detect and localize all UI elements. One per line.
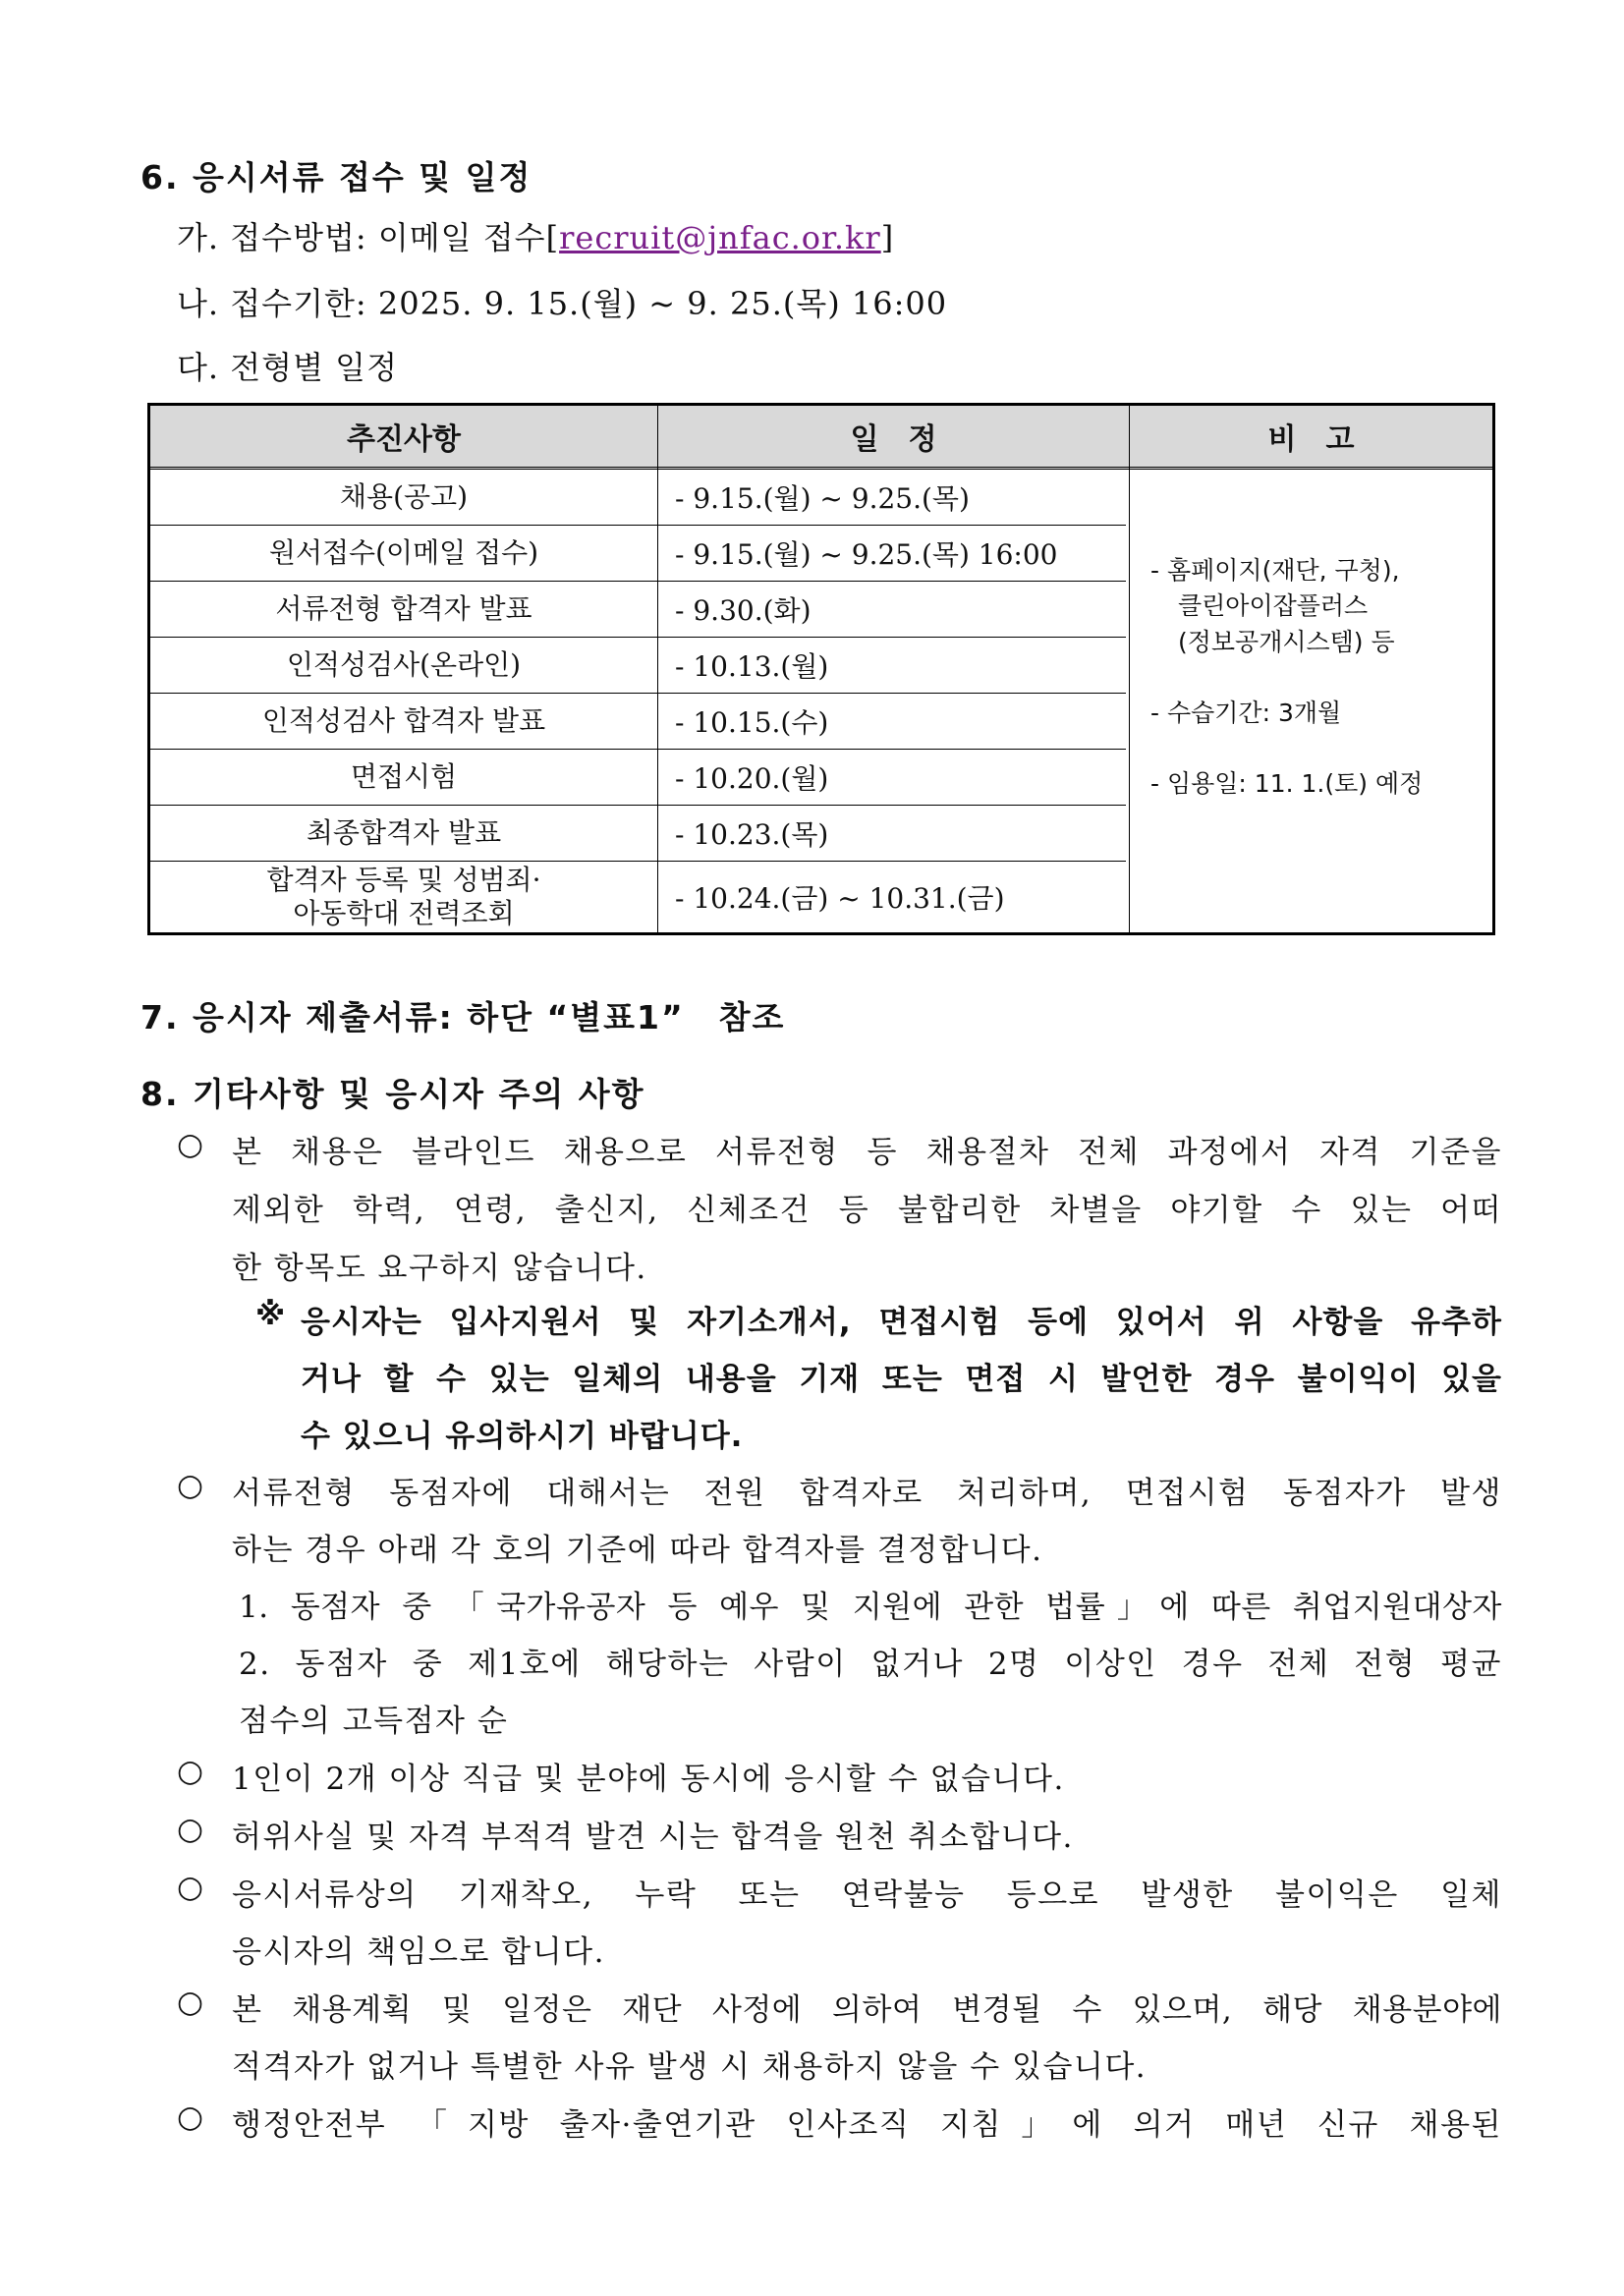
row-date: - 9.15.(월) ~ 9.25.(목) 16:00: [675, 538, 1058, 571]
row-item: 인적성검사(온라인): [286, 648, 522, 682]
row-item-line: 합격자 등록 및 성범죄·: [266, 864, 541, 897]
receipt-method-close: ]: [880, 219, 895, 256]
schedule-table: [147, 403, 1495, 935]
row-date: - 9.15.(월) ~ 9.25.(목): [675, 482, 970, 515]
paragraph-line: 행정안전부 「지방 출자·출연기관 인사조직 지침」에 의거 매년 신규 채용된: [232, 2107, 1502, 2143]
paragraph-line: 1인이 2개 이상 직급 및 분야에 동시에 응시할 수 없습니다.: [232, 1762, 1065, 1797]
schedule-subtitle: 다. 전형별 일정: [177, 349, 398, 386]
table-row: [150, 694, 1133, 749]
remark-line: - 홈페이지(재단, 구청),: [1150, 556, 1400, 585]
row-item: 면접시험: [350, 760, 458, 794]
table-row: [150, 862, 1133, 932]
paragraph-line: 하는 경우 아래 각 호의 기준에 따라 합격자를 결정합니다.: [232, 1533, 1043, 1568]
row-item: 인적성검사 합격자 발표: [261, 704, 546, 738]
header-date: 일 정: [850, 422, 937, 457]
row-item-line: 아동학대 전력조회: [293, 897, 515, 929]
row-date: - 10.23.(목): [675, 818, 829, 851]
note-line: 거나 할 수 있는 일체의 내용을 기재 또는 면접 시 발언한 경우 불이익이 있을: [301, 1362, 1502, 1397]
table-row: [150, 638, 1133, 693]
row-item: 원서접수(이메일 접수): [268, 536, 539, 570]
row-item: 채용(공고): [339, 480, 469, 514]
recruit-email-link[interactable]: recruit@jnfac.or.kr: [559, 219, 881, 256]
criteria-item: 1. 동점자 중 「국가유공자 등 예우 및 지원에 관한 법률」에 따른 취업지원대상자: [239, 1590, 1502, 1625]
row-date: - 10.20.(월): [675, 762, 829, 795]
header-item: 추진사항: [347, 422, 461, 457]
paragraph-line: 제외한 학력, 연령, 출신지, 신체조건 등 불합리한 차별을 야기할 수 있는 어떠: [232, 1193, 1502, 1228]
bullet-icon: ○: [177, 1870, 204, 1905]
remark-line: 클린아이잡플러스: [1178, 591, 1369, 621]
receipt-period: 나. 접수기한: 2025. 9. 15.(월) ~ 9. 25.(목) 16:00: [177, 285, 948, 322]
remark-line: - 수습기간: 3개월: [1150, 698, 1342, 727]
table-row: [150, 582, 1133, 637]
receipt-method: [177, 213, 894, 258]
criteria-item: 2. 동점자 중 제1호에 해당하는 사람이 없거나 2명 이상인 경우 전체 전형 평균: [239, 1647, 1502, 1682]
table-row: [150, 806, 1133, 861]
reference-mark-icon: ※: [255, 1297, 287, 1332]
receipt-method-label: 가. 접수방법: 이메일 접수[: [177, 219, 560, 256]
row-item: [150, 862, 657, 932]
row-date: - 10.24.(금) ~ 10.31.(금): [675, 882, 1005, 915]
paragraph-line: 허위사실 및 자격 부적격 발견 시는 합격을 원천 취소합니다.: [232, 1820, 1074, 1855]
criteria-item: 점수의 고득점자 순: [239, 1704, 509, 1739]
section-6-title: 6. 응시서류 접수 및 일정: [140, 158, 532, 196]
header-remark: 비 고: [1267, 422, 1355, 457]
section-7-title: 7. 응시자 제출서류: 하단 “별표1” 참조: [140, 998, 786, 1036]
table-row: [150, 750, 1133, 805]
remark-cell: [1150, 553, 1484, 802]
table-header: [150, 406, 1492, 470]
remark-line: (정보공개시스템) 등: [1178, 627, 1395, 656]
row-item: 최종합격자 발표: [306, 816, 502, 850]
paragraph-line: 응시자의 책임으로 합니다.: [232, 1934, 605, 1970]
bullet-icon: ○: [177, 1812, 204, 1847]
paragraph-line: 서류전형 동점자에 대해서는 전원 합격자로 처리하며, 면접시험 동점자가 발생: [232, 1476, 1502, 1511]
row-date: - 10.15.(수): [675, 706, 829, 739]
note-line: 수 있으니 유의하시기 바랍니다.: [301, 1419, 744, 1454]
bullet-icon: ○: [177, 1754, 204, 1789]
remark-line: - 임용일: 11. 1.(토) 예정: [1150, 769, 1424, 798]
row-date: - 9.30.(화): [675, 594, 812, 627]
paragraph-line: 응시서류상의 기재착오, 누락 또는 연락불능 등으로 발생한 불이익은 일체: [232, 1877, 1502, 1913]
bullet-icon: ○: [177, 1127, 204, 1162]
row-date: - 10.13.(월): [675, 650, 829, 683]
row-item: 서류전형 합격자 발표: [275, 592, 532, 626]
paragraph-line: 본 채용계획 및 일정은 재단 사정에 의하여 변경될 수 있으며, 해당 채용분야에: [232, 1992, 1502, 2028]
bullet-icon: ○: [177, 2100, 204, 2135]
section-8-title: 8. 기타사항 및 응시자 주의 사항: [140, 1075, 645, 1113]
paragraph-line: 본 채용은 블라인드 채용으로 서류전형 등 채용절차 전체 과정에서 자격 기준을: [232, 1135, 1502, 1170]
table-row: [150, 526, 1133, 581]
paragraph-line: 적격자가 없거나 특별한 사유 발생 시 채용하지 않을 수 있습니다.: [232, 2049, 1148, 2085]
table-row: [150, 470, 1133, 525]
paragraph-line: 한 항목도 요구하지 않습니다.: [232, 1251, 647, 1286]
note-line: 응시자는 입사지원서 및 자기소개서, 면접시험 등에 있어서 위 사항을 유추하: [301, 1305, 1502, 1340]
bullet-icon: ○: [177, 1468, 204, 1503]
bullet-icon: ○: [177, 1985, 204, 2020]
